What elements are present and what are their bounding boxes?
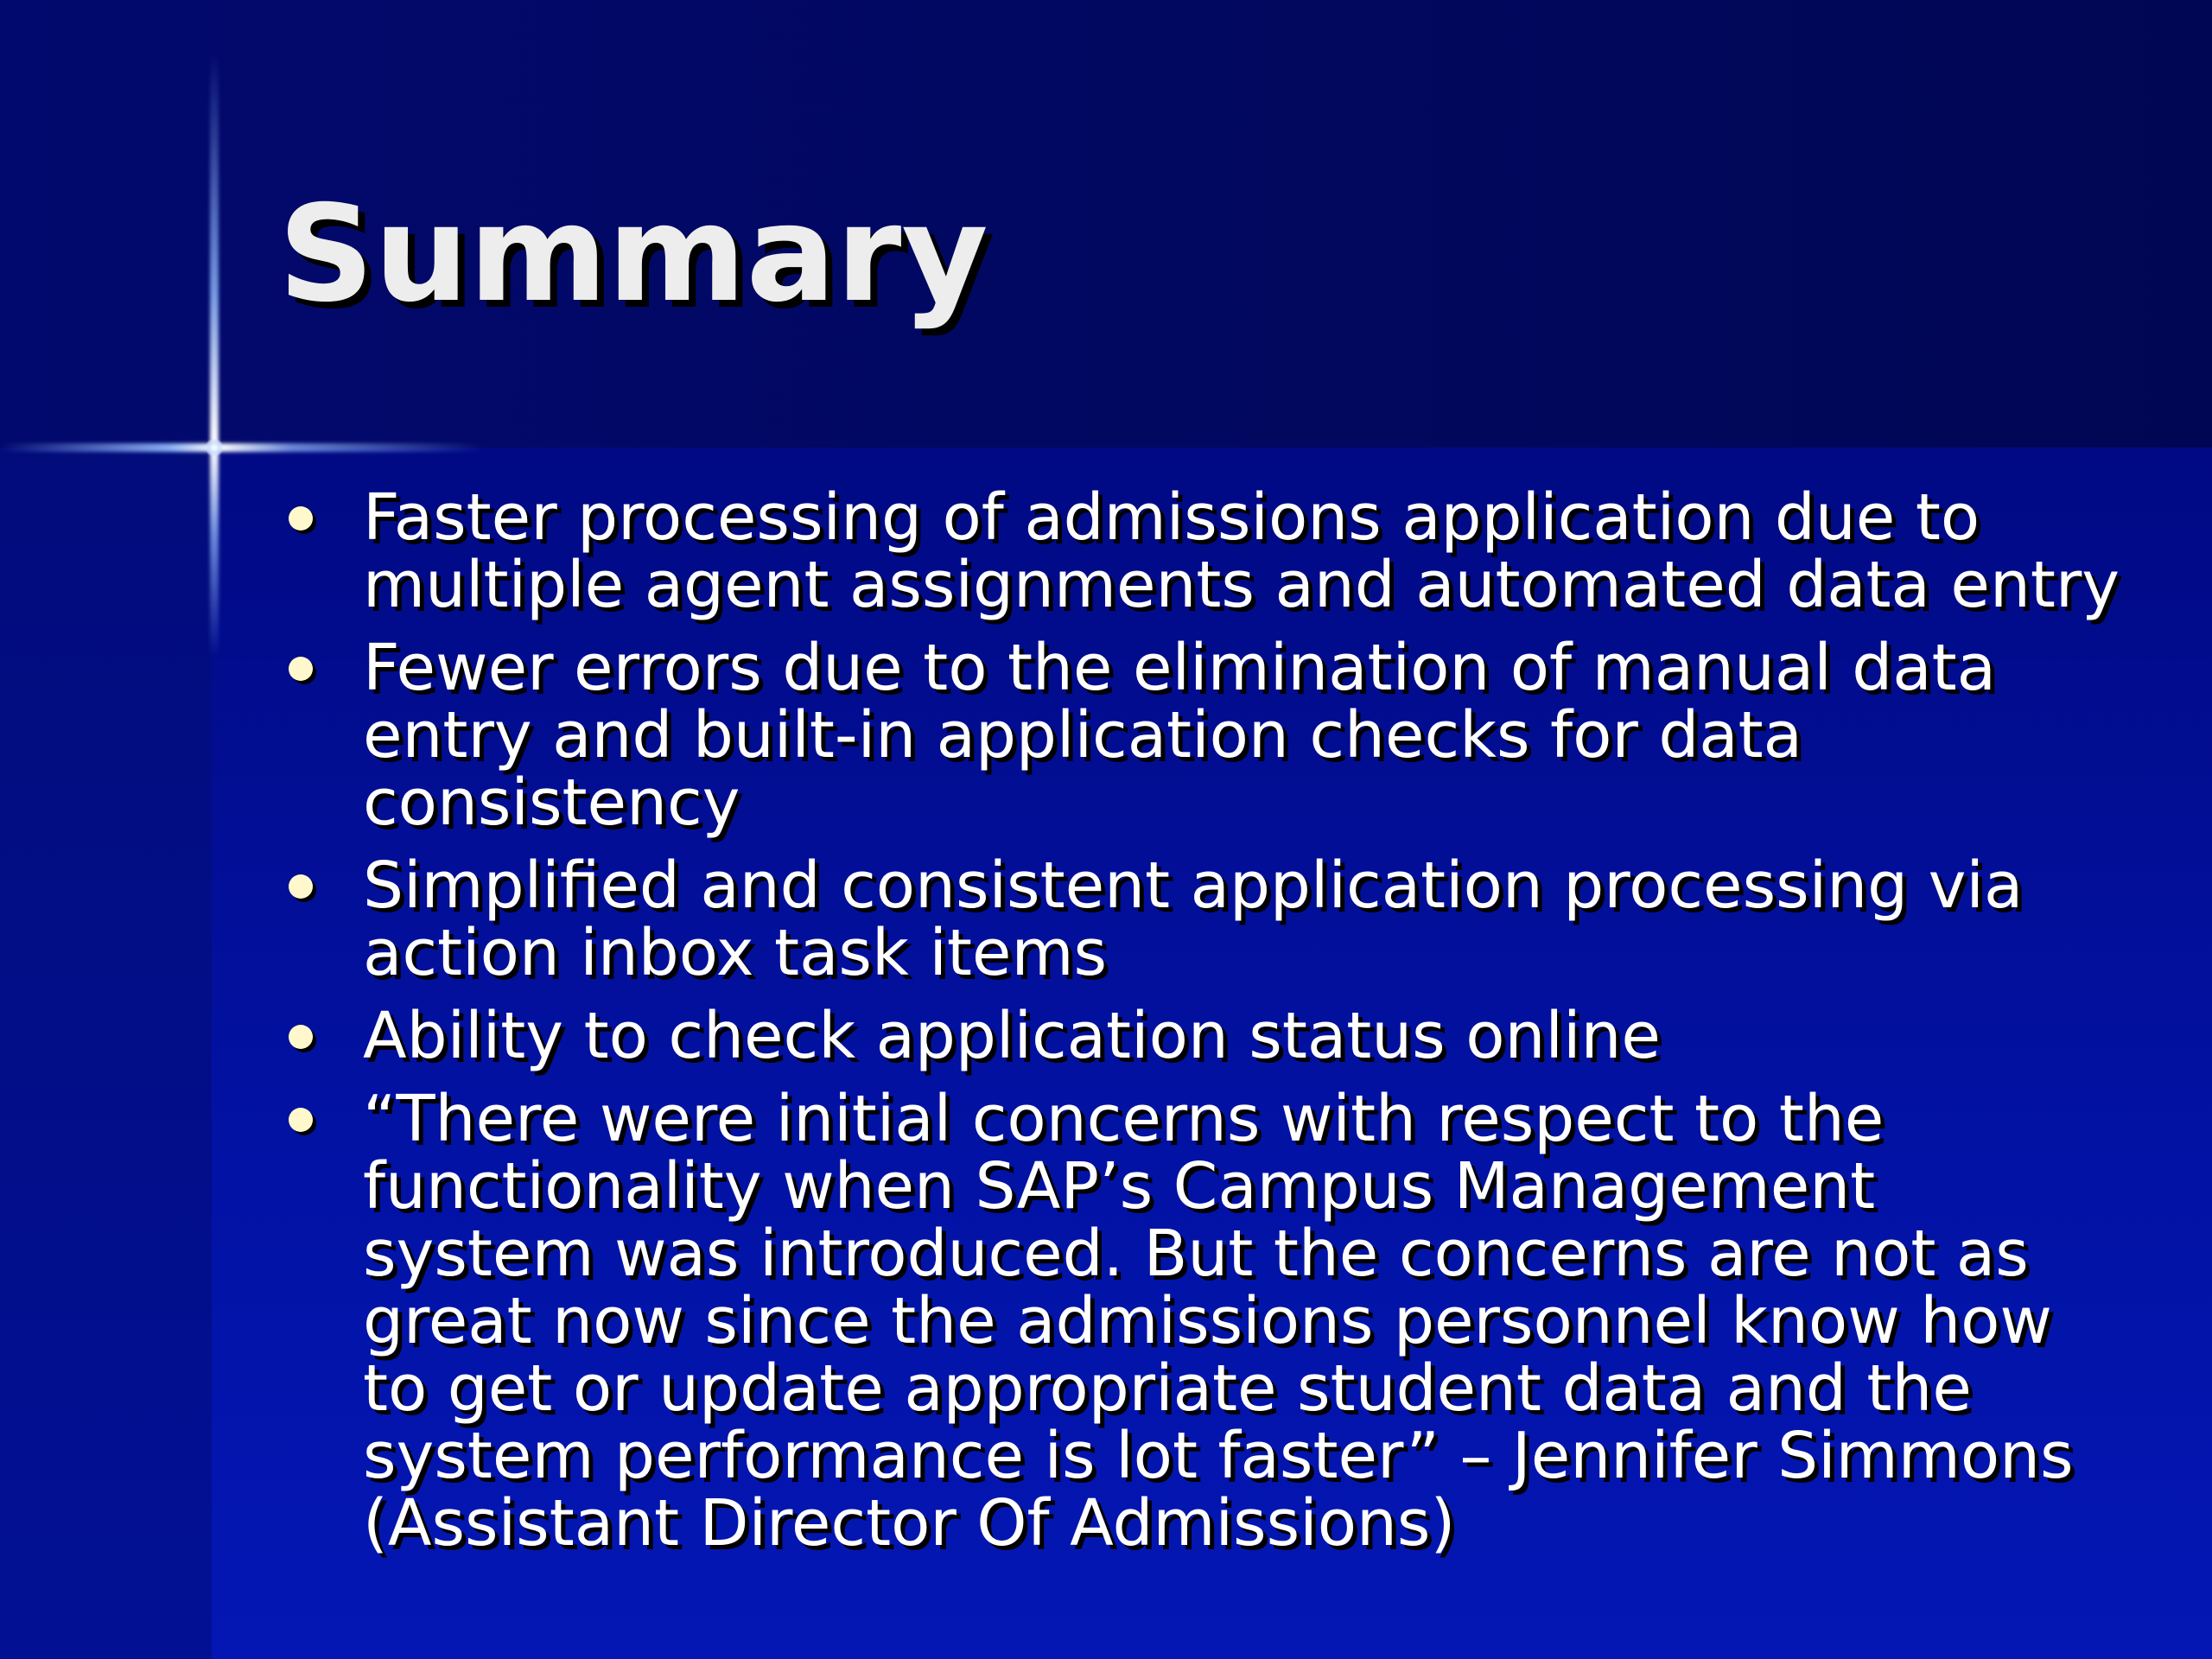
light-flare-horizontal xyxy=(0,443,484,452)
bullet-text: Faster processing of admissions application due to multiple agent assignments and automated data entry xyxy=(363,480,2120,622)
bullet-list xyxy=(276,480,2126,1573)
bullet-dot-icon xyxy=(289,657,313,681)
bullet-item xyxy=(276,999,2126,1073)
bullet-dot-icon xyxy=(289,874,313,899)
bullet-item xyxy=(276,849,2126,990)
slide-title: Summary xyxy=(278,177,988,332)
bullet-dot-icon xyxy=(289,1108,313,1132)
bullet-item xyxy=(276,480,2126,622)
bullet-dot-icon xyxy=(289,1025,313,1049)
light-flare-vertical xyxy=(210,52,219,657)
bullet-dot-icon xyxy=(289,506,313,531)
bullet-item xyxy=(276,1082,2126,1560)
bullet-item xyxy=(276,631,2126,840)
bullet-text: “There were initial concerns with respect to the functionality when SAP’s Campus Management system was introduced. But the concerns are not as great now since the admissions personnel know how to get or update appropriate student data and the system performance is lot faster” – Jennifer Simmons (Assistant Director Of Admissions) xyxy=(363,1082,2074,1560)
light-flare-core xyxy=(206,439,223,456)
bullet-text: Simplified and consistent application processing via action inbox task items xyxy=(363,849,2024,990)
bullet-text: Ability to check application status online xyxy=(363,999,1661,1073)
bullet-text: Fewer errors due to the elimination of manual data entry and built-in application checks for data consistency xyxy=(363,631,1996,840)
